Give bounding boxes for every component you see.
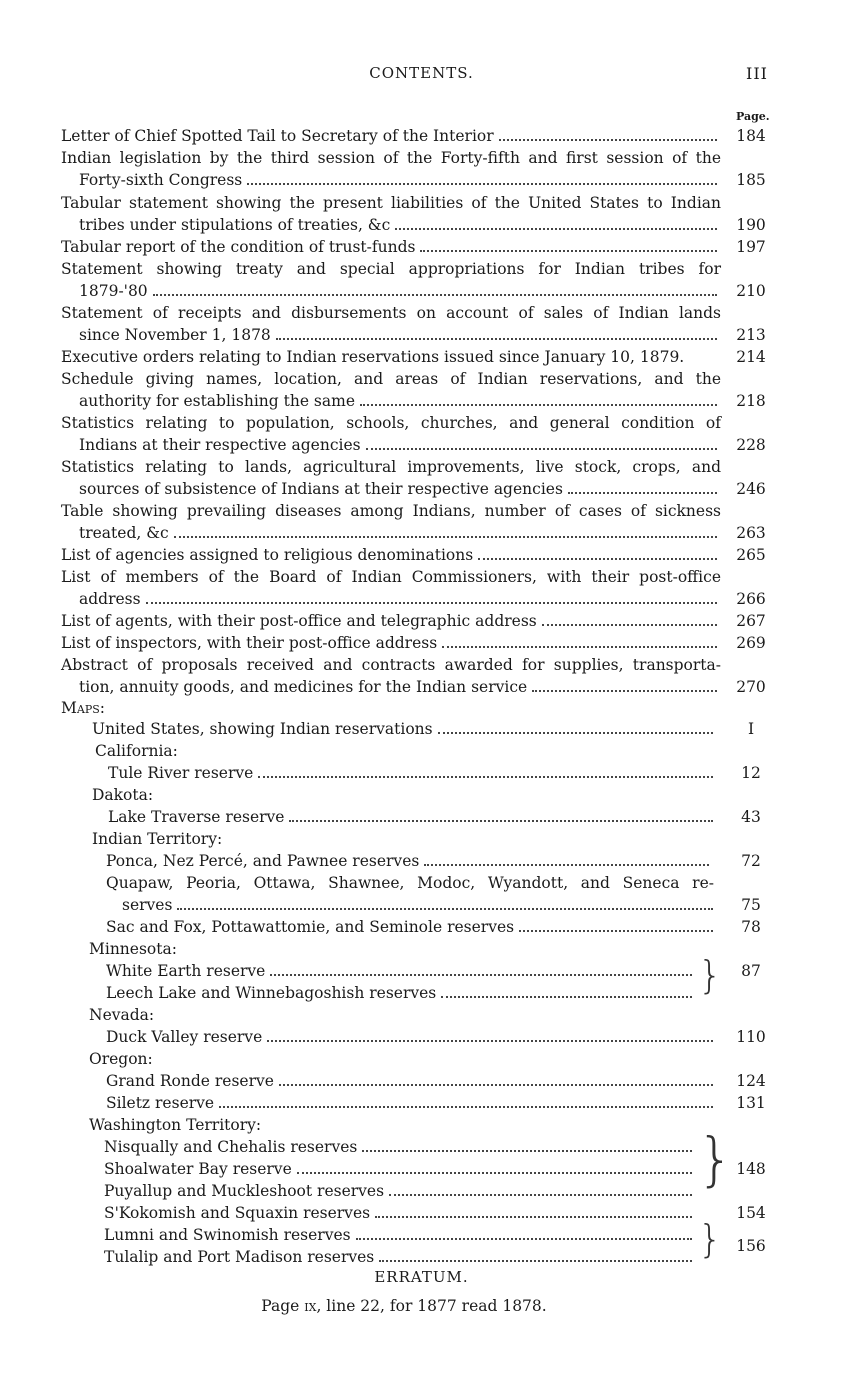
toc-entry-line: Abstract of proposals received and contracts awarded for supplies, transporta- [61, 656, 721, 674]
toc-entry-line: treated, &c [79, 522, 721, 544]
map-entry: Puyallup and Muckleshoot reserves [104, 1180, 696, 1202]
toc-entry-line: Indians at their respective agencies [79, 434, 721, 456]
region-heading: California: [95, 742, 178, 760]
toc-entry-line: since November 1, 1878 [79, 324, 721, 346]
toc-entry-line: List of inspectors, with their post-office address [61, 632, 721, 654]
toc-page-number: 267 [736, 612, 766, 630]
toc-page-number: 246 [736, 480, 766, 498]
toc-page-number: 228 [736, 436, 766, 454]
map-entry: United States, showing Indian reservations [92, 718, 717, 740]
map-entry: Nisqually and Chehalis reserves [104, 1136, 696, 1158]
toc-page-number: 185 [736, 171, 766, 189]
toc-entry-line: Schedule giving names, location, and areas of Indian reservations, and the [61, 370, 721, 388]
toc-entry-line: Executive orders relating to Indian reservations issued since January 10, 1879. [61, 348, 685, 366]
toc-entry-line: Table showing prevailing diseases among Indians, number of cases of sickness [61, 502, 721, 520]
map-entry: Quapaw, Peoria, Ottawa, Shawnee, Modoc, Wyandott, and Seneca re- [106, 874, 714, 892]
region-heading: Nevada: [89, 1006, 155, 1024]
page-title: CONTENTS. [369, 64, 474, 82]
toc-entry-line: tribes under stipulations of treaties, &c [79, 214, 721, 236]
toc-entry-line: 1879-'80 [79, 280, 721, 302]
map-entry: Shoalwater Bay reserve [104, 1158, 696, 1180]
map-page-number: 148 [736, 1160, 766, 1178]
toc-entry-line: Tabular report of the condition of trust-funds [61, 236, 721, 258]
erratum-text: Page ix, line 22, for 1877 read 1878. [261, 1297, 547, 1315]
map-page-number: 154 [736, 1204, 766, 1222]
toc-entry-line: authority for establishing the same [79, 390, 721, 412]
map-page-number: 12 [741, 764, 761, 782]
map-entry: Lake Traverse reserve [108, 806, 717, 828]
map-entry: S'Kokomish and Squaxin reserves [104, 1202, 696, 1224]
toc-page-number: 265 [736, 546, 766, 564]
page-column-header: Page. [736, 110, 770, 123]
toc-entry-line: List of members of the Board of Indian Commissioners, with their post-office [61, 568, 721, 586]
toc-page-number: 266 [736, 590, 766, 608]
region-heading: Dakota: [92, 786, 154, 804]
map-entry: serves [122, 894, 717, 916]
brace-icon: } [698, 953, 723, 997]
map-page-number: 43 [741, 808, 761, 826]
toc-entry-line: Statistics relating to population, schools, churches, and general condition of [61, 414, 721, 432]
toc-entry-line: Statement of receipts and disbursements on account of sales of Indian lands [61, 304, 721, 322]
map-entry: Tule River reserve [108, 762, 717, 784]
map-entry: Siletz reserve [106, 1092, 717, 1114]
page-number: III [746, 64, 768, 83]
toc-page-number: 214 [736, 348, 766, 366]
map-entry: Grand Ronde reserve [106, 1070, 717, 1092]
toc-entry-line: address [79, 588, 721, 610]
region-heading: Oregon: [89, 1050, 153, 1068]
toc-page-number: 270 [736, 678, 766, 696]
toc-page-number: 269 [736, 634, 766, 652]
map-page-number: 110 [736, 1028, 766, 1046]
maps-heading: Maps: [61, 699, 105, 717]
toc-entry-line: Forty-sixth Congress [79, 169, 721, 191]
toc-entry-line: List of agencies assigned to religious denominations [61, 544, 721, 566]
toc-page-number: 263 [736, 524, 766, 542]
toc-entry-line: tion, annuity goods, and medicines for the Indian service [79, 676, 721, 698]
toc-page-number: 213 [736, 326, 766, 344]
map-entry: Duck Valley reserve [106, 1026, 717, 1048]
region-heading: Indian Territory: [92, 830, 223, 848]
map-entry: Tulalip and Port Madison reserves [104, 1246, 696, 1268]
toc-entry-line: sources of subsistence of Indians at their respective agencies [79, 478, 721, 500]
map-entry: Leech Lake and Winnebagoshish reserves [106, 982, 696, 1004]
map-entry: Sac and Fox, Pottawattomie, and Seminole reserves [106, 916, 717, 938]
toc-page-number: 190 [736, 216, 766, 234]
map-page-number: 131 [736, 1094, 766, 1112]
toc-entry-line: List of agents, with their post-office and telegraphic address [61, 610, 721, 632]
toc-page-number: 197 [736, 238, 766, 256]
map-entry: White Earth reserve [106, 960, 696, 982]
toc-entry-line: Statement showing treaty and special appropriations for Indian tribes for [61, 260, 721, 278]
toc-entry-line: Tabular statement showing the present liabilities of the United States to Indian [61, 194, 721, 212]
toc-entry-line: Statistics relating to lands, agricultural improvements, live stock, crops, and [61, 458, 721, 476]
map-page-number: 87 [741, 962, 761, 980]
toc-entry-line: Indian legislation by the third session of the Forty-fifth and first session of the [61, 149, 721, 167]
toc-page-number: 184 [736, 127, 766, 145]
region-heading: Minnesota: [89, 940, 177, 958]
toc-entry-line: Letter of Chief Spotted Tail to Secretary of the Interior [61, 125, 721, 147]
brace-icon: } [697, 1125, 734, 1193]
map-page-number: 72 [741, 852, 761, 870]
map-entry: Lumni and Swinomish reserves [104, 1224, 696, 1246]
map-page-number: 124 [736, 1072, 766, 1090]
toc-page-number: 218 [736, 392, 766, 410]
map-page-number: 75 [741, 896, 761, 914]
erratum-heading: ERRATUM. [374, 1268, 469, 1286]
map-page-number: I [747, 720, 755, 738]
map-page-number: 78 [741, 918, 761, 936]
region-heading: Washington Territory: [89, 1116, 262, 1134]
map-page-number: 156 [736, 1237, 766, 1255]
map-entry: Ponca, Nez Percé, and Pawnee reserves [106, 850, 713, 872]
brace-icon: } [698, 1217, 723, 1261]
toc-page-number: 210 [736, 282, 766, 300]
